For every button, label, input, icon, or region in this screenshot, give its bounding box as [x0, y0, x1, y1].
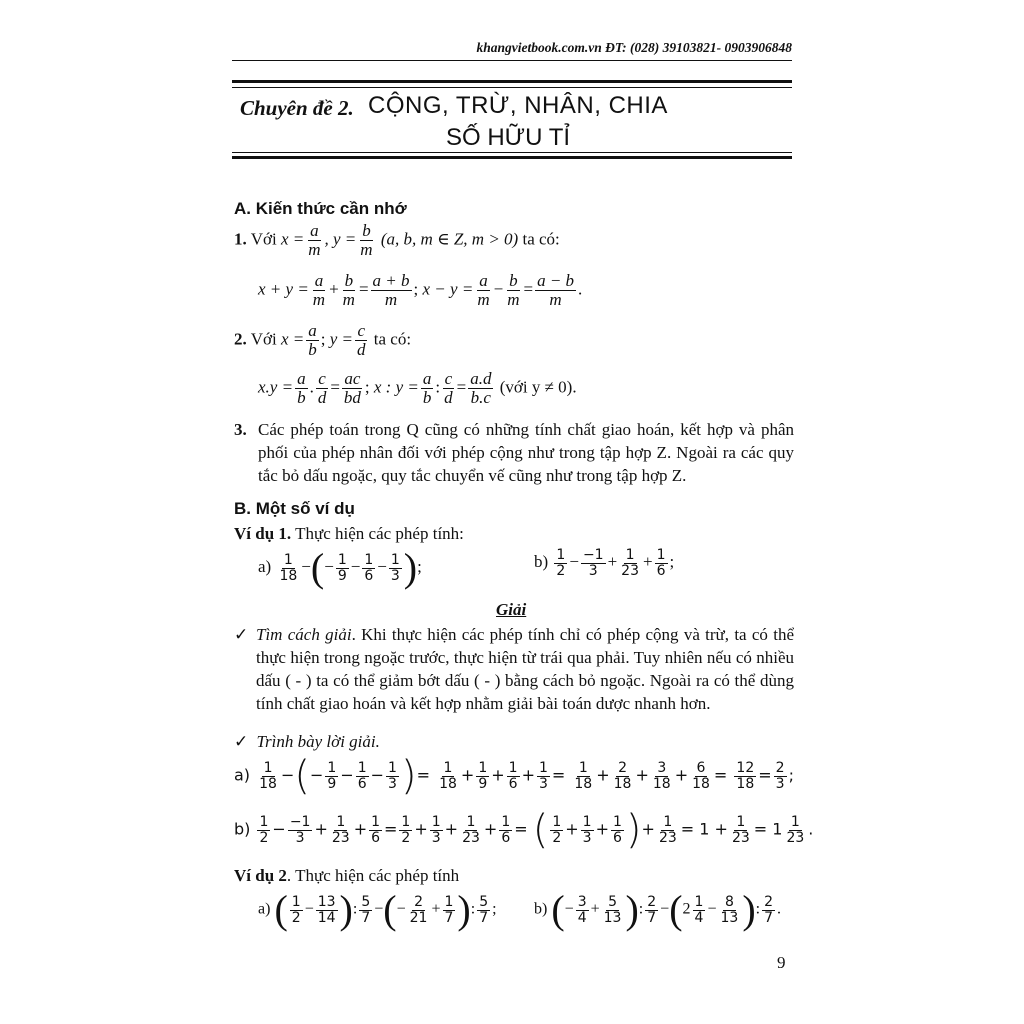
chapter-prefix: Chuyên đề 2.: [240, 96, 354, 120]
chapter-subtitle: SỐ HỮU TỈ: [446, 124, 571, 151]
presentation-line: ✓ Trình bày lời giải.: [234, 732, 380, 751]
chapter-main-title: CỘNG, TRỪ, NHÂN, CHIA: [368, 92, 668, 119]
title-rule-top: [232, 80, 792, 83]
section-b-heading: B. Một số ví dụ: [234, 499, 355, 518]
solution-a: a) $\frac{1}{18}$ −(− $\frac{1}{9}$ − $\frac{1}{6}$ − $\frac{1}{3}$ )= $\frac{1}{18}$ + $\frac{1}{9}$ + $\frac{1}{6}$ + $\frac{1}{3}$ = $\frac{1}{18}$ + $\frac{2}{18}$ + $\frac{3}{18}$ + $\frac{6}{18}$ = $\frac{12}{18}$ = $\frac{2}{3}$ ;: [234, 753, 794, 799]
solution-heading: Giải: [496, 600, 527, 619]
example-1: Ví dụ 1. Thực hiện các phép tính:: [234, 524, 464, 543]
section-a-heading: A. Kiến thức cần nhớ: [234, 199, 407, 218]
item-2-formula: x.y = $\frac{a}{b}$ . $\frac{c}{d}$ = $\frac{ac}{bd}$ ; x : y = $\frac{a}{b}$ : $\frac{c}{d}$ = $\frac{a.d}{b.c}$ (với y ≠ 0).: [258, 369, 577, 407]
check-icon: ✓: [234, 732, 249, 751]
header-contact: khangvietbook.com.vn ĐT: (028) 39103821- 0903906848: [476, 40, 792, 55]
example-2-a: a) ( $\frac{1}{2}$ − $\frac{13}{14}$ ): $\frac{5}{7}$ −(− $\frac{2}{21}$ + $\frac{1}{7}$ ): $\frac{5}{7}$ ;: [258, 887, 497, 932]
example-1-b: b) $\frac{1}{2}$ − $\frac{-1}{3}$ + $\frac{1}{23}$ + $\frac{1}{6}$ ;: [534, 547, 675, 579]
header-rule: [232, 60, 792, 61]
example-1-a: a) $\frac{1}{18}$ −(− $\frac{1}{9}$ − $\frac{1}{6}$ − $\frac{1}{3}$ );: [258, 545, 422, 590]
item-3: 3. Các phép toán trong Q cũng có những tính chất giao hoán, kết hợp và phân phối của phép nhân đối với phép cộng như trong tập hợp Z. Ngoài ra các quy tắc bỏ dấu ngoặc, quy tắc chuyển vế cũng như trong tập hợp Z.: [234, 420, 794, 485]
item-1-formula: x + y = $\frac{a}{m}$ + $\frac{b}{m}$ = $\frac{a + b}{m}$ ; x − y = $\frac{a}{m}$ − $\frac{b}{m}$ = $\frac{a - b}{m}$ .: [258, 271, 583, 309]
solution-b: b) $\frac{1}{2}$ − $\frac{-1}{3}$ + $\frac{1}{23}$ + $\frac{1}{6}$ = $\frac{1}{2}$ + $\frac{1}{3}$ + $\frac{1}{23}$ + $\frac{1}{6}$ = ( $\frac{1}{2}$ + $\frac{1}{3}$ + $\frac{1}{6}$ )+ $\frac{1}{23}$ = 1 + $\frac{1}{23}$ = 1 $\frac{1}{23}$ .: [234, 807, 814, 853]
page-number: 9: [777, 953, 786, 972]
hint-paragraph: ✓ Tìm cách giải. Khi thực hiện các phép tính chỉ có phép cộng và trừ, ta có thể thực hiện trong ngoặc trước, thực hiện từ trái qua phải. Tuy nhiên nếu có nhiều dấu ( - ) ta có thể giảm bớt dấu ( - ) bằng cách bỏ ngoặc. Ngoài ra có thể dùng tính chất giao hoán và kết hợp nhằm giải bài toán dược nhanh hơn.: [234, 625, 794, 713]
title-rule-bottom-thin: [232, 152, 792, 153]
example-2: Ví dụ 2. Thực hiện các phép tính: [234, 866, 460, 885]
check-icon: ✓: [234, 625, 249, 644]
chapter-title: [232, 90, 792, 150]
example-2-b: b) (− $\frac{3}{4}$ + $\frac{5}{13}$ ): $\frac{2}{7}$ −(2 $\frac{1}{4}$ − $\frac{8}{13}$ ): $\frac{2}{7}$ .: [534, 887, 782, 932]
title-rule-bottom: [232, 156, 792, 159]
item-1: 1. Với x = $\frac{a}{m}$ , y = $\frac{b}{m}$ (a, b, m ∈ Z, m > 0) ta có:: [234, 221, 560, 259]
title-rule-top-thin: [232, 87, 792, 88]
item-2: 2. Với x = $\frac{a}{b}$ ; y = $\frac{c}{d}$ ta có:: [234, 321, 412, 359]
